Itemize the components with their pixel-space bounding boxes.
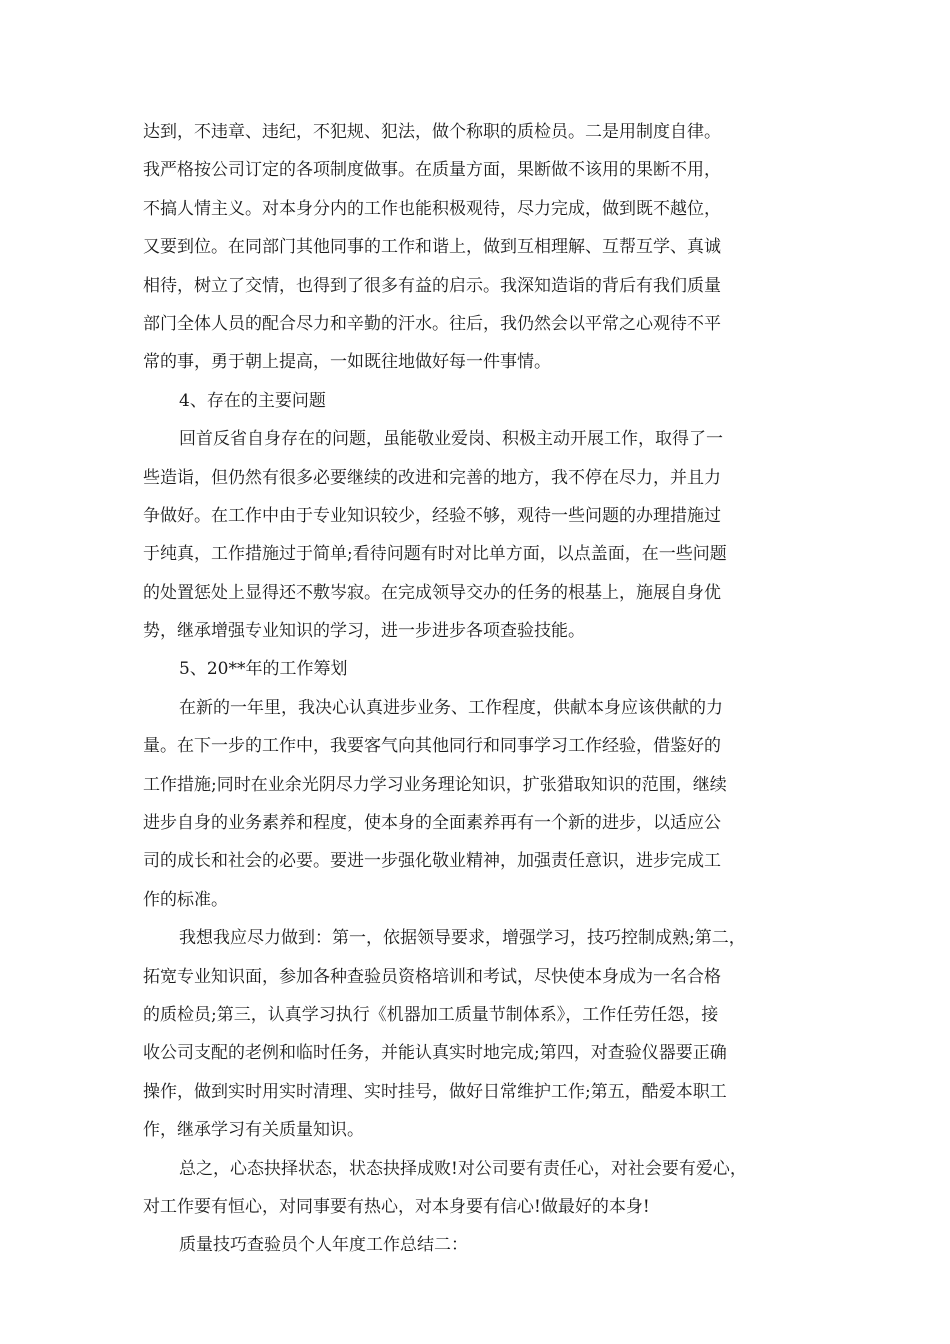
section-heading: 5、20**年的工作筹划 bbox=[179, 659, 348, 680]
text-line: 不搞人情主义。对本身分内的工作也能积极观待，尽力完成，做到既不越位， bbox=[143, 198, 721, 219]
document-body bbox=[143, 113, 813, 1265]
text-line: 的质检员;第三，认真学习执行《机器加工质量节制体系》，工作任劳任怨，接 bbox=[143, 1004, 719, 1025]
text-line: 操作，做到实时用实时清理、实时挂号，做好日常维护工作;第五，酷爱本职工 bbox=[143, 1081, 727, 1102]
text-line: 作的标准。 bbox=[143, 889, 228, 910]
text-line: 争做好。在工作中由于专业知识较少，经验不够，观待一些问题的办理措施过 bbox=[143, 505, 721, 526]
text-line: 又要到位。在同部门其他同事的工作和谐上，做到互相理解、互帮互学、真诚 bbox=[143, 237, 721, 258]
text-line: 常的事，勇于朝上提高，一如既往地做好每一件事情。 bbox=[143, 352, 551, 373]
text-line: 总之，心态抉择状态，状态抉择成败!对公司要有责任心，对社会要有爱心， bbox=[179, 1158, 747, 1179]
text-line: 拓宽专业知识面，参加各种查验员资格培训和考试，尽快使本身成为一名合格 bbox=[143, 966, 721, 987]
text-line: 部门全体人员的配合尽力和辛勤的汗水。往后，我仍然会以平常之心观待不平 bbox=[143, 313, 721, 334]
text-line: 对工作要有恒心，对同事要有热心，对本身要有信心!做最好的本身! bbox=[143, 1196, 650, 1217]
text-line: 工作措施;同时在业余光阴尽力学习业务理论知识，扩张猎取知识的范围，继续 bbox=[143, 774, 727, 795]
text-line: 量。在下一步的工作中，我要客气向其他同行和同事学习工作经验，借鉴好的 bbox=[143, 736, 721, 757]
text-line: 回首反省自身存在的问题，虽能敬业爱岗、积极主动开展工作，取得了一 bbox=[179, 429, 723, 450]
text-line: 收公司支配的老例和临时任务，并能认真实时地完成;第四，对查验仪器要正确 bbox=[143, 1043, 727, 1064]
text-line: 的处置惩处上显得还不敷岑寂。在完成领导交办的任务的根基上，施展自身优 bbox=[143, 582, 721, 603]
text-line: 作，继承学习有关质量知识。 bbox=[143, 1120, 364, 1141]
text-line: 司的成长和社会的必要。要进一步强化敬业精神，加强责任意识，进步完成工 bbox=[143, 851, 721, 872]
text-line: 我想我应尽力做到：第一，依据领导要求，增强学习，技巧控制成熟;第二， bbox=[179, 928, 746, 949]
text-line: 相待，树立了交情，也得到了很多有益的启示。我深知造诣的背后有我们质量 bbox=[143, 275, 721, 296]
text-line: 些造诣，但仍然有很多必要继续的改进和完善的地方，我不停在尽力，并且力 bbox=[143, 467, 721, 488]
text-line: 势，继承增强专业知识的学习，进一步进步各项查验技能。 bbox=[143, 621, 585, 642]
section-heading: 4、存在的主要问题 bbox=[179, 390, 326, 411]
text-line: 在新的一年里，我决心认真进步业务、工作程度，供献本身应该供献的力 bbox=[179, 697, 723, 718]
text-line: 达到，不违章、违纪，不犯规、犯法，做个称职的质检员。二是用制度自律。 bbox=[143, 122, 721, 142]
text-line: 我严格按公司订定的各项制度做事。在质量方面，果断做不该用的果断不用， bbox=[143, 160, 721, 181]
text-line: 于纯真，工作措施过于简单;看待问题有时对比单方面，以点盖面，在一些问题 bbox=[143, 544, 727, 565]
text-line: 进步自身的业务素养和程度，使本身的全面素养再有一个新的进步，以适应公 bbox=[143, 813, 721, 834]
section-heading: 质量技巧查验员个人年度工作总结二： bbox=[179, 1235, 468, 1256]
